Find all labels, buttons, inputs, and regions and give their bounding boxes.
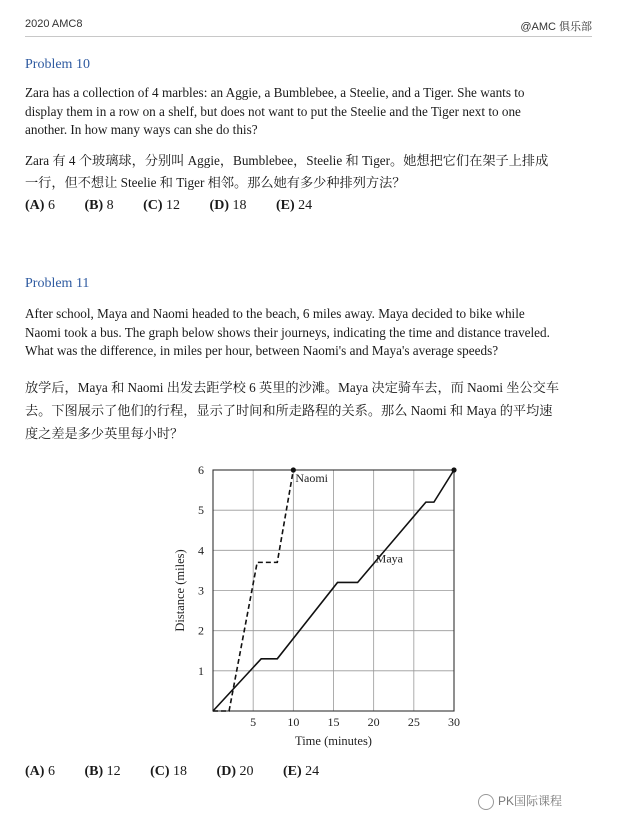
watermark [478,792,562,810]
option-d[interactable]: (D) 18 [209,198,247,213]
y-tick-label: 3 [198,583,204,598]
header-right: @AMC 俱乐部 [520,21,592,33]
x-tick-label: 10 [287,715,300,729]
y-tick-label: 2 [198,623,204,638]
series-endpoint-maya [451,467,456,472]
text-line: 去。下图展示了他们的行程，显示了时间和所走路程的关系。那么 Naomi 和 Maya 的平均速 [25,403,553,418]
problem-10-options [25,198,338,214]
header-divider [25,36,592,37]
problem-10-title: Problem 10 [25,57,90,72]
option-a[interactable]: (A) 6 [25,764,55,779]
text-line: 度之差是多少英里每小时？ [25,426,184,441]
option-b[interactable]: (B) 12 [84,764,121,779]
text-line: Naomi took a bus. The graph below shows their journeys, indicating the time and distance traveled. [25,324,550,340]
series-label-maya: Maya [375,551,403,566]
text-line: another. In how many ways can she do this? [25,122,258,137]
text-line: Zara 有 4 个玻璃球，分别叫 Aggie，Bumblebee，Steelie 和 Tiger。她想把它们在架子上排成 [25,153,549,168]
option-b[interactable]: (B) 8 [84,198,114,213]
distance-time-chart [168,460,478,760]
option-e[interactable]: (E) 24 [282,764,320,779]
option-c[interactable]: (C) 12 [143,198,181,213]
option-d[interactable]: (D) 20 [216,764,254,779]
y-tick-label: 1 [198,663,204,678]
y-tick-label: 5 [198,503,204,518]
x-tick-label: 5 [250,715,257,729]
text-line: Zara has a collection of 4 marbles: an Aggie, a Bumblebee, a Steelie, and a Tiger. She wants to [25,85,525,100]
wechat-icon [478,794,494,810]
page-header [25,18,592,34]
option-c[interactable]: (C) 18 [150,764,188,779]
option-a[interactable]: (A) 6 [25,198,55,213]
problem-11-title: Problem 11 [25,276,90,291]
problem-11-chinese [25,376,600,445]
x-tick-label: 25 [407,715,420,729]
text-line: 一行，但不想让 Steelie 和 Tiger 相邻。那么她有多少种排列方法？ [25,175,406,190]
y-tick-label: 4 [198,543,204,558]
x-tick-label: 15 [327,715,340,729]
x-axis-label: Time (minutes) [295,734,372,748]
option-e[interactable]: (E) 24 [275,198,313,213]
problem-11-options [25,764,345,780]
y-tick-label: 6 [198,463,204,477]
x-tick-label: 30 [448,715,460,729]
text-line: What was the difference, in miles per hour, between Naomi's and Maya's average speeds? [25,343,499,358]
series-label-naomi: Naomi [295,471,329,486]
problem-10-chinese [25,150,600,194]
problem-11-english [25,305,600,361]
y-axis-label: Distance (miles) [173,549,187,632]
text-line: After school, Maya and Naomi headed to the beach, 6 miles away. Maya decided to bike while [25,306,525,321]
header-left: 2020 AMC8 [25,18,83,30]
x-tick-label: 20 [367,715,380,729]
watermark-text: PK国际课程 [498,794,563,808]
problem-10-english [25,84,600,140]
text-line: 放学后，Maya 和 Naomi 出发去距学校 6 英里的沙滩。Maya 决定骑车去，而 Naomi 坐公交车 [25,380,560,395]
text-line: display them in a row on a shelf, but does not want to put the Steelie and the Tiger next to one [25,103,521,119]
